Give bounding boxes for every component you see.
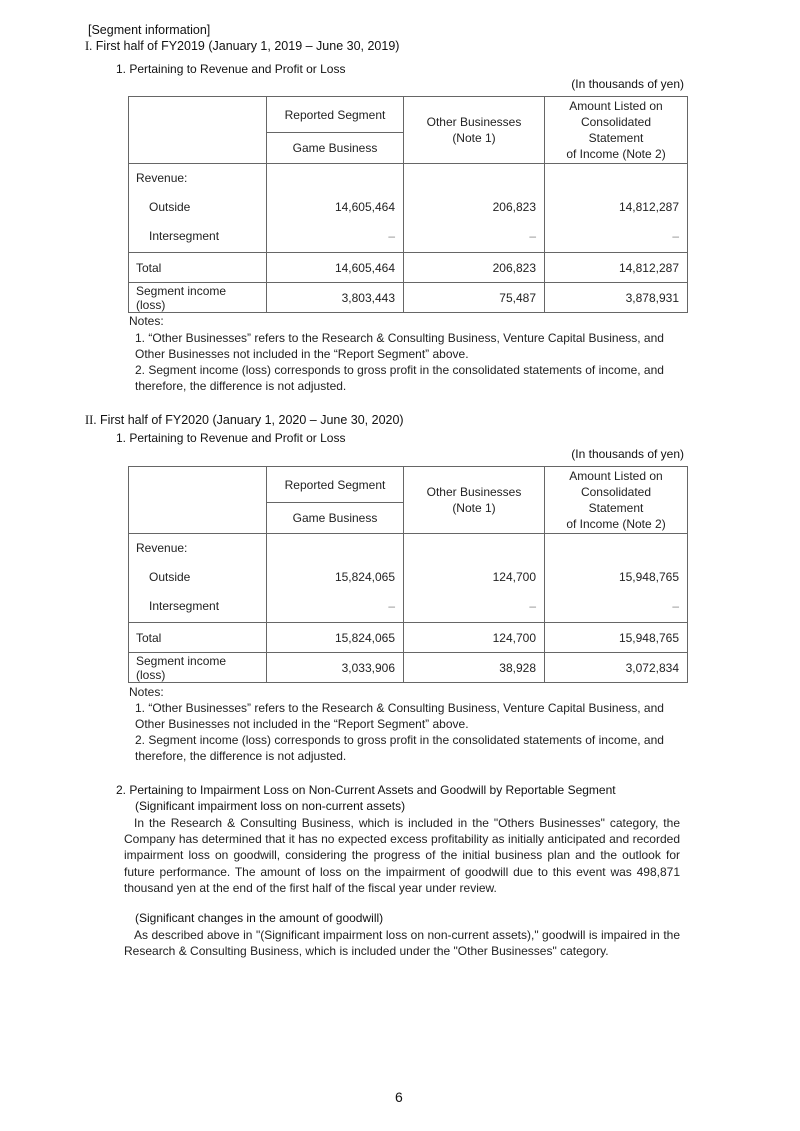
total-value: 15,948,765 — [545, 623, 688, 653]
section-2-title-text: First half of FY2020 (January 1, 2020 – June 30, 2020) — [99, 413, 404, 427]
revenue-label: Revenue: — [136, 171, 188, 185]
intersegment-label: Intersegment — [149, 599, 220, 613]
total-value: 15,824,065 — [267, 623, 404, 653]
segment-table-fy2019 — [128, 96, 688, 313]
amount-listed-header: Amount Listed on Consolidated Statement of Income (Note 2) — [545, 467, 688, 534]
total-value: 14,605,464 — [267, 253, 404, 283]
game-business-values — [267, 534, 404, 623]
reported-segment-header: Reported Segment — [267, 97, 404, 133]
outside-value: 15,824,065 — [334, 570, 395, 584]
section-2-subheading: 1. Pertaining to Revenue and Profit or Loss — [116, 431, 346, 445]
section-1-subheading: 1. Pertaining to Revenue and Profit or Loss — [116, 62, 346, 76]
reported-segment-header: Reported Segment — [267, 467, 404, 503]
section-1-numeral: I. — [85, 39, 93, 53]
table-row — [129, 653, 688, 683]
segment-income-label: Segment income (loss) — [129, 653, 267, 683]
section-2-note-1b: Other Businesses not included in the “Report Segment” above. — [135, 717, 469, 731]
intersegment-value: – — [529, 229, 536, 243]
amount-listed-values — [545, 164, 688, 253]
intersegment-value: – — [672, 599, 679, 613]
impairment-subheading-1: (Significant impairment loss on non-current assets) — [135, 799, 406, 813]
amount-listed-values — [545, 534, 688, 623]
segment-info-header: [Segment information] — [88, 23, 211, 37]
table-header-empty — [129, 467, 267, 534]
game-business-header: Game Business — [267, 503, 404, 534]
impairment-heading: 2. Pertaining to Impairment Loss on Non-Current Assets and Goodwill by Reportable Segment — [116, 783, 616, 797]
table-row — [129, 164, 688, 253]
goodwill-subheading: (Significant changes in the amount of goodwill) — [135, 911, 384, 925]
section-2-title — [85, 413, 404, 428]
section-1-title — [85, 39, 399, 54]
other-businesses-values — [404, 534, 545, 623]
revenue-labels — [129, 164, 267, 253]
other-businesses-values — [404, 164, 545, 253]
total-value: 124,700 — [404, 623, 545, 653]
section-1-note-1a: 1. “Other Businesses” refers to the Research & Consulting Business, Venture Capital Business, and — [135, 331, 664, 345]
goodwill-paragraph: As described above in "(Significant impairment loss on non-current assets)," goodwill is impaired in the Research & Consulting Business, which is included under the "Other Businesses" category. — [124, 928, 680, 959]
amount-listed-header: Amount Listed on Consolidated Statement of Income (Note 2) — [545, 97, 688, 164]
outside-value: 14,605,464 — [334, 200, 395, 214]
segment-income-value: 38,928 — [404, 653, 545, 683]
other-businesses-header: Other Businesses (Note 1) — [404, 97, 545, 164]
segment-income-value: 3,878,931 — [545, 283, 688, 313]
total-value: 14,812,287 — [545, 253, 688, 283]
section-1-unit: (In thousands of yen) — [571, 77, 684, 91]
section-2-note-2a: 2. Segment income (loss) corresponds to gross profit in the consolidated statements of income, and — [135, 733, 664, 747]
revenue-label: Revenue: — [136, 541, 188, 555]
segment-table-fy2020 — [128, 466, 688, 683]
intersegment-value: – — [388, 599, 395, 613]
table-row — [129, 283, 688, 313]
section-1-note-2b: therefore, the difference is not adjusted. — [135, 379, 347, 393]
table-row — [129, 534, 688, 623]
section-1-note-2a: 2. Segment income (loss) corresponds to gross profit in the consolidated statements of income, and — [135, 363, 664, 377]
section-2-unit: (In thousands of yen) — [571, 447, 684, 461]
section-1-title-text: First half of FY2019 (January 1, 2019 – June 30, 2019) — [95, 39, 400, 53]
revenue-labels — [129, 534, 267, 623]
section-2-note-2b: therefore, the difference is not adjusted. — [135, 749, 347, 763]
segment-income-value: 75,487 — [404, 283, 545, 313]
game-business-header: Game Business — [267, 133, 404, 164]
intersegment-value: – — [529, 599, 536, 613]
impairment-paragraph-1: In the Research & Consulting Business, which is included in the "Others Businesses" category, the Company has determined that it has no expected excess profitability as initially anticipated and recorded impairment loss on goodwill, considering the progress of the initial business plan and the outlook for future performance. The amount of loss on the impairment of goodwill due to this event was 498,871 thousand yen at the end of the first half of the fiscal year under review. — [124, 816, 680, 895]
total-label: Total — [129, 253, 267, 283]
total-label: Total — [129, 623, 267, 653]
other-businesses-header: Other Businesses (Note 1) — [404, 467, 545, 534]
table-row — [129, 253, 688, 283]
outside-label: Outside — [149, 200, 191, 214]
segment-income-value: 3,033,906 — [267, 653, 404, 683]
total-value: 206,823 — [404, 253, 545, 283]
outside-value: 14,812,287 — [618, 200, 679, 214]
section-2-numeral: II. — [85, 413, 97, 427]
segment-income-label: Segment income (loss) — [129, 283, 267, 313]
page-number: 6 — [395, 1089, 403, 1105]
segment-income-value: 3,803,443 — [267, 283, 404, 313]
intersegment-value: – — [388, 229, 395, 243]
intersegment-value: – — [672, 229, 679, 243]
section-1-notes-label: Notes: — [129, 314, 164, 328]
outside-value: 124,700 — [492, 570, 536, 584]
outside-label: Outside — [149, 570, 191, 584]
game-business-values — [267, 164, 404, 253]
section-1-note-1b: Other Businesses not included in the “Report Segment” above. — [135, 347, 469, 361]
intersegment-label: Intersegment — [149, 229, 220, 243]
table-row — [129, 623, 688, 653]
outside-value: 15,948,765 — [618, 570, 679, 584]
segment-income-value: 3,072,834 — [545, 653, 688, 683]
table-header-empty — [129, 97, 267, 164]
section-2-note-1a: 1. “Other Businesses” refers to the Research & Consulting Business, Venture Capital Business, and — [135, 701, 664, 715]
outside-value: 206,823 — [492, 200, 536, 214]
section-2-notes-label: Notes: — [129, 685, 164, 699]
